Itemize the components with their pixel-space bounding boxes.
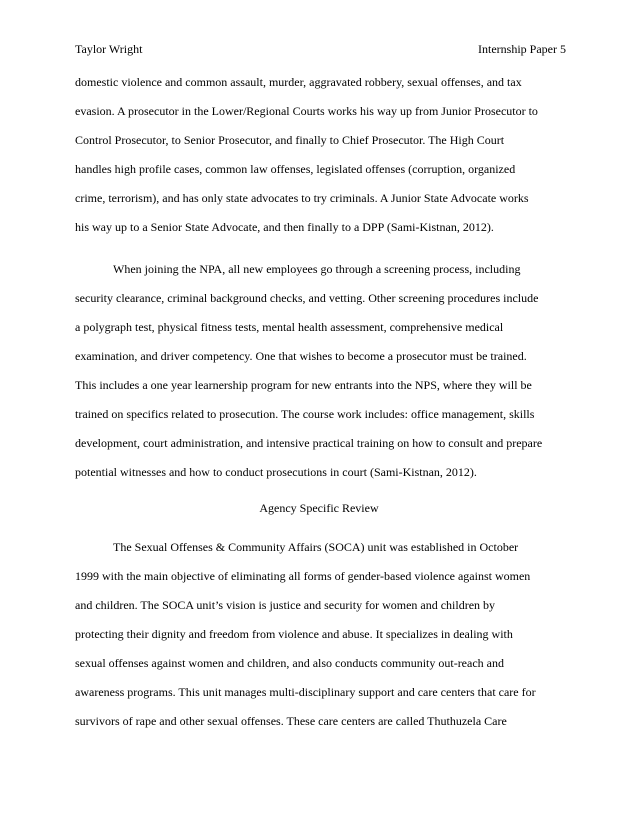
body-line: survivors of rape and other sexual offenses. These care centers are called Thuthuzela Care bbox=[75, 714, 507, 728]
body-line: crime, terrorism), and has only state advocates to try criminals. A Junior State Advocate works bbox=[75, 191, 529, 205]
header-author: Taylor Wright bbox=[75, 42, 143, 56]
body-line: a polygraph test, physical fitness tests, mental health assessment, comprehensive medical bbox=[75, 320, 504, 334]
body-line: domestic violence and common assault, murder, aggravated robbery, sexual offenses, and tax bbox=[75, 75, 522, 89]
paragraph-first-line: The Sexual Offenses & Community Affairs (SOCA) unit was established in October bbox=[113, 540, 519, 554]
body-line: evasion. A prosecutor in the Lower/Regional Courts works his way up from Junior Prosecutor to bbox=[75, 104, 538, 118]
body-line: protecting their dignity and freedom from violence and abuse. It specializes in dealing with bbox=[75, 627, 513, 641]
header-title-page: Internship Paper 5 bbox=[478, 42, 566, 56]
body-line: sexual offenses against women and children, and also conducts community out-reach and bbox=[75, 656, 504, 670]
body-line: 1999 with the main objective of eliminating all forms of gender-based violence against women bbox=[75, 569, 531, 583]
body-line: security clearance, criminal background checks, and vetting. Other screening procedures include bbox=[75, 291, 539, 305]
body-line: and children. The SOCA unit’s vision is justice and security for women and children by bbox=[75, 598, 496, 612]
paragraph-first-line: When joining the NPA, all new employees go through a screening process, including bbox=[113, 262, 521, 276]
body-line: Control Prosecutor, to Senior Prosecutor, and finally to Chief Prosecutor. The High Court bbox=[75, 133, 505, 147]
body-line: his way up to a Senior State Advocate, and then finally to a DPP (Sami-Kistnan, 2012). bbox=[75, 220, 494, 234]
body-line: examination, and driver competency. One that wishes to become a prosecutor must be trained. bbox=[75, 349, 527, 363]
body-line: potential witnesses and how to conduct prosecutions in court (Sami-Kistnan, 2012). bbox=[75, 465, 477, 479]
body-line: This includes a one year learnership program for new entrants into the NPS, where they will be bbox=[75, 378, 532, 392]
body-line: awareness programs. This unit manages multi-disciplinary support and care centers that care for bbox=[75, 685, 536, 699]
section-heading: Agency Specific Review bbox=[259, 501, 379, 515]
body-line: handles high profile cases, common law offenses, legislated offenses (corruption, organized bbox=[75, 162, 516, 176]
body-line: trained on specifics related to prosecution. The course work includes: office management, skills bbox=[75, 407, 535, 421]
body-line: development, court administration, and intensive practical training on how to consult and prepare bbox=[75, 436, 543, 450]
running-header bbox=[75, 42, 566, 58]
